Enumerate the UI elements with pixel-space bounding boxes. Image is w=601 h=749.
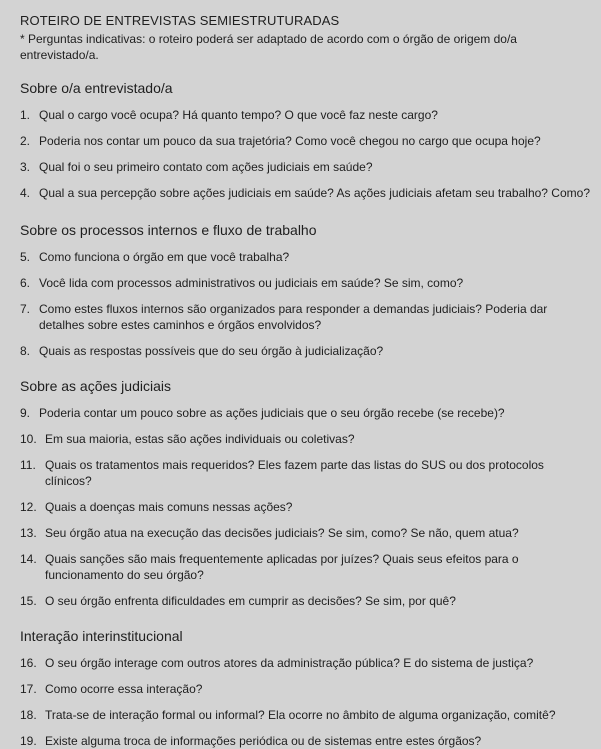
question-item (20, 275, 591, 291)
question-list (20, 249, 591, 359)
question-number: 8. (20, 344, 31, 358)
question-number: 14. (20, 552, 37, 566)
question-item (20, 301, 591, 333)
section-interviewee (20, 79, 591, 201)
question-item (20, 185, 591, 201)
question-item (20, 499, 591, 515)
question-number: 1. (20, 108, 31, 122)
section-title: Interação interinstitucional (20, 628, 183, 644)
question-item (20, 733, 591, 749)
question-item (20, 107, 591, 123)
question-text: Quais as respostas possíveis que do seu órgão à judicialização? (39, 344, 384, 358)
question-number: 9. (20, 406, 31, 420)
question-text: Poderia nos contar um pouco da sua trajetória? Como você chegou no cargo que ocupa hoje? (39, 134, 541, 148)
question-item (20, 405, 591, 421)
question-text: Qual o cargo você ocupa? Há quanto tempo? O que você faz neste cargo? (39, 108, 438, 122)
question-text: Poderia contar um pouco sobre as ações judiciais que o seu órgão recebe (se recebe)? (39, 406, 505, 420)
question-text: Seu órgão atua na execução das decisões judiciais? Se sim, como? Se não, quem atua? (45, 526, 519, 540)
question-item (20, 159, 591, 175)
question-item (20, 343, 591, 359)
question-item (20, 457, 591, 489)
question-item (20, 525, 591, 541)
question-item (20, 551, 591, 583)
question-text: Em sua maioria, estas são ações individuais ou coletivas? (45, 432, 355, 446)
question-list (20, 107, 591, 201)
question-number: 6. (20, 276, 31, 290)
question-text: Trata-se de interação formal ou informal? Ela ocorre no âmbito de alguma organização, comitê? (45, 708, 556, 722)
question-list (20, 405, 591, 609)
question-text: Como funciona o órgão em que você trabalha? (39, 250, 290, 264)
question-number: 16. (20, 656, 37, 670)
question-item (20, 655, 591, 671)
question-item (20, 431, 591, 447)
question-number: 18. (20, 708, 37, 722)
question-item (20, 133, 591, 149)
question-number: 3. (20, 160, 31, 174)
document-title: ROTEIRO DE ENTREVISTAS SEMIESTRUTURADAS (20, 13, 340, 28)
section-title: Sobre as ações judiciais (20, 378, 171, 394)
question-number: 12. (20, 500, 37, 514)
question-text: Como ocorre essa interação? (45, 682, 203, 696)
section-title: Sobre o/a entrevistado/a (20, 80, 173, 96)
question-text: O seu órgão interage com outros atores da administração pública? E do sistema de justiça? (45, 656, 534, 670)
question-text: O seu órgão enfrenta dificuldades em cumprir as decisões? Se sim, por quê? (45, 594, 456, 608)
question-text: Existe alguma troca de informações periódica ou de sistemas entre estes órgãos? (45, 734, 482, 748)
question-number: 7. (20, 302, 31, 316)
section-interinstitutional (20, 627, 591, 749)
question-text: Quais sanções são mais frequentemente aplicadas por juízes? Quais seus efeitos para o funcionamento do seu órgão? (45, 552, 519, 582)
question-number: 10. (20, 432, 37, 446)
question-number: 13. (20, 526, 37, 540)
question-text: Quais a doenças mais comuns nessas ações? (45, 500, 293, 514)
question-text: Qual foi o seu primeiro contato com ações judiciais em saúde? (39, 160, 373, 174)
section-internal-processes (20, 221, 591, 359)
question-number: 15. (20, 594, 37, 608)
question-item (20, 593, 591, 609)
question-list (20, 655, 591, 749)
question-number: 4. (20, 186, 31, 200)
question-number: 17. (20, 682, 37, 696)
question-number: 11. (20, 458, 36, 472)
section-judicial-actions (20, 377, 591, 609)
question-text: Como estes fluxos internos são organizados para responder a demandas judiciais? Poderia dar detalhes sobre estes caminhos e órgãos envolvidos? (39, 302, 548, 332)
question-item (20, 681, 591, 697)
question-number: 19. (20, 734, 37, 748)
question-item (20, 707, 591, 723)
question-text: Qual a sua percepção sobre ações judiciais em saúde? As ações judiciais afetam seu trabalho? Como? (39, 186, 590, 200)
question-number: 2. (20, 134, 31, 148)
document-note: * Perguntas indicativas: o roteiro poderá ser adaptado de acordo com o órgão de origem do/a entrevistado/a. (20, 32, 517, 62)
question-number: 5. (20, 250, 31, 264)
section-title: Sobre os processos internos e fluxo de trabalho (20, 222, 317, 238)
question-text: Quais os tratamentos mais requeridos? Eles fazem parte das listas do SUS ou dos protocolos clínicos? (45, 458, 544, 488)
question-item (20, 249, 591, 265)
question-text: Você lida com processos administrativos ou judiciais em saúde? Se sim, como? (39, 276, 464, 290)
